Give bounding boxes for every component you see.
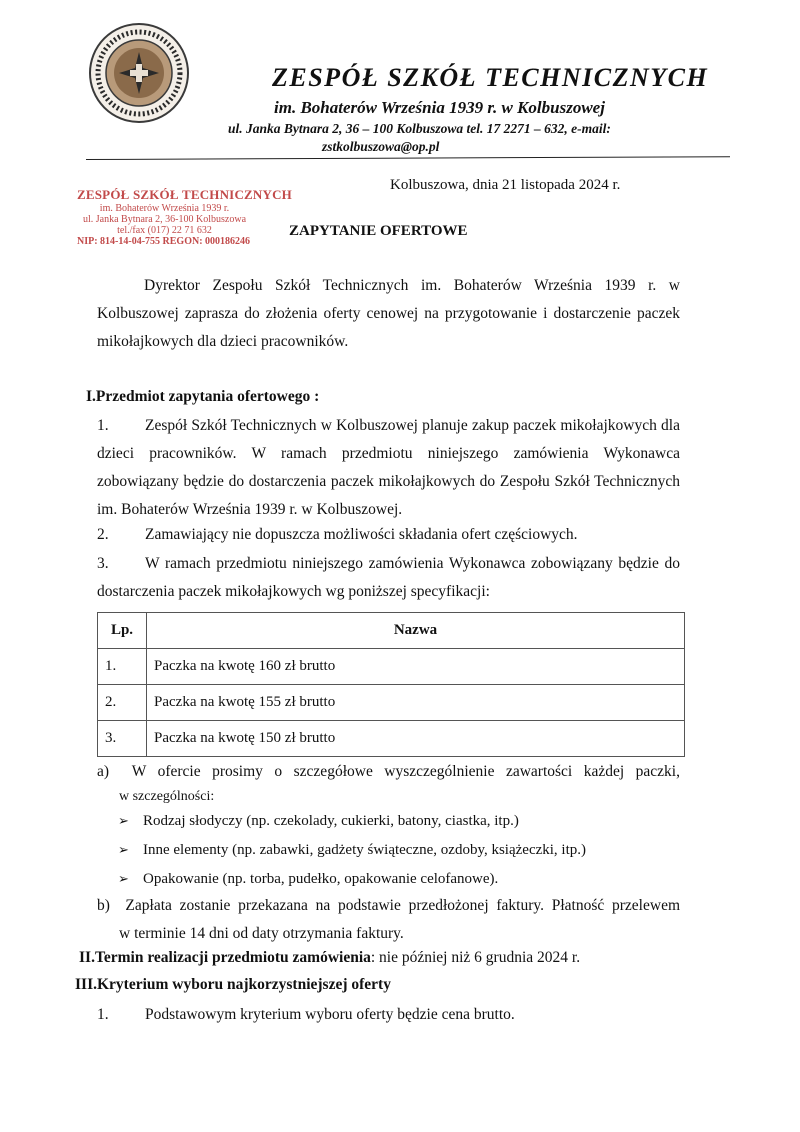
section-heading: III.Kryterium wyboru najkorzystniejszej oferty <box>75 976 391 993</box>
item-number: 1. <box>97 1006 109 1023</box>
sub-item-text: W ofercie prosimy o szczegółowe wyszczególnienie zawartości każdej paczki, <box>131 763 680 780</box>
school-name: ZESPÓŁ SZKÓŁ TECHNICZNYCH <box>272 63 709 92</box>
list-item <box>97 550 680 606</box>
item-number: 1. <box>97 417 109 434</box>
item-text: W ramach przedmiotu niniejszego zamówienia Wykonawca zobowiązany będzie do dostarczenia paczek mikołajkowych wg poniższej specyfikacji: <box>97 555 680 600</box>
stamp-line: NIP: 814-14-04-755 REGON: 000186246 <box>77 236 251 247</box>
stamp-line: im. Bohaterów Września 1939 r. <box>99 203 230 214</box>
bullet-text: Inne elementy (np. zabawki, gadżety świąteczne, ozdoby, książeczki, itp.) <box>143 842 587 858</box>
column-header: Nazwa <box>147 613 685 649</box>
section-heading: I.Przedmiot zapytania ofertowego : <box>86 388 320 405</box>
sub-item-a <box>97 758 680 808</box>
stamp-line: ul. Janka Bytnara 2, 36-100 Kolbuszowa <box>82 214 247 225</box>
section-heading <box>79 949 580 967</box>
sub-item-text: Zapłata zostanie przekazana na podstawie przedłożonej faktury. Płatność przelewem <box>125 897 680 914</box>
specification-table <box>97 612 685 757</box>
bullet-list <box>118 806 586 893</box>
bullet-item <box>118 806 586 835</box>
school-address: ul. Janka Bytnara 2, 36 – 100 Kolbuszowa tel. 17 2271 – 632, e-mail: <box>228 121 611 136</box>
table-cell: 2. <box>98 685 147 721</box>
table-cell: 1. <box>98 649 147 685</box>
table-row <box>98 721 685 757</box>
table-cell: Paczka na kwotę 150 zł brutto <box>147 721 685 757</box>
column-header: Lp. <box>98 613 147 649</box>
item-number: 3. <box>97 555 109 572</box>
arrow-bullet-icon: ➢ <box>118 813 129 828</box>
sub-item-label: a) <box>97 763 110 780</box>
school-subtitle: im. Bohaterów Września 1939 r. w Kolbuszowej <box>274 98 605 117</box>
item-text: Zespół Szkół Technicznych w Kolbuszowej planuje zakup paczek mikołajkowych dla dzieci pracowników. W ramach przedmiotu niniejszego zamówienia Wykonawca zobowiązany będzie do dostarczenia paczek mikołajkowych do Zespołu Szkół Technicznych im. Bohaterów Września 1939 r. w Kolbuszowej. <box>97 417 680 518</box>
item-text: Podstawowym kryterium wyboru oferty będzie cena brutto. <box>145 1006 515 1023</box>
sub-item-label: b) <box>97 897 110 914</box>
item-text: Zamawiający nie dopuszcza możliwości składania ofert częściowych. <box>145 526 578 543</box>
school-email[interactable]: zstkolbuszowa@op.pl <box>322 139 440 154</box>
sub-item-text: w terminie 14 dni od daty otrzymania faktury. <box>119 925 404 942</box>
table-cell: 3. <box>98 721 147 757</box>
section-value: : nie później niż 6 grudnia 2024 r. <box>370 949 581 966</box>
table-row <box>98 685 685 721</box>
date-line: Kolbuszowa, dnia 21 listopada 2024 r. <box>390 177 621 193</box>
table-cell: Paczka na kwotę 160 zł brutto <box>147 649 685 685</box>
sub-item-text: w szczególności: <box>119 789 215 804</box>
sub-item-b <box>97 892 680 948</box>
list-item <box>97 412 680 524</box>
school-stamp <box>77 187 292 247</box>
stamp-line: tel./fax (017) 22 71 632 <box>117 225 212 236</box>
stamp-line: ZESPÓŁ SZKÓŁ TECHNICZNYCH <box>77 187 292 202</box>
list-item <box>97 521 680 549</box>
bullet-item <box>118 835 586 864</box>
item-number: 2. <box>97 526 109 543</box>
bullet-item <box>118 864 586 893</box>
school-emblem-icon <box>88 22 190 124</box>
section-title: II.Termin realizacji przedmiotu zamówienia <box>79 949 371 966</box>
list-item <box>97 1001 680 1029</box>
table-cell: Paczka na kwotę 155 zł brutto <box>147 685 685 721</box>
header-divider <box>86 156 730 160</box>
table-header-row <box>98 613 685 649</box>
intro-paragraph: Dyrektor Zespołu Szkół Technicznych im. Bohaterów Września 1939 r. w Kolbuszowej zaprasza do złożenia oferty cenowej na przygotowanie i dostarczenie paczek mikołajkowych dla dzieci pracowników. <box>97 277 680 350</box>
arrow-bullet-icon: ➢ <box>118 871 129 886</box>
table-row <box>98 649 685 685</box>
document-title: ZAPYTANIE OFERTOWE <box>289 223 468 239</box>
arrow-bullet-icon: ➢ <box>118 842 129 857</box>
bullet-text: Opakowanie (np. torba, pudełko, opakowanie celofanowe). <box>143 871 499 887</box>
bullet-text: Rodzaj słodyczy (np. czekolady, cukierki, batony, ciastka, itp.) <box>143 813 519 829</box>
